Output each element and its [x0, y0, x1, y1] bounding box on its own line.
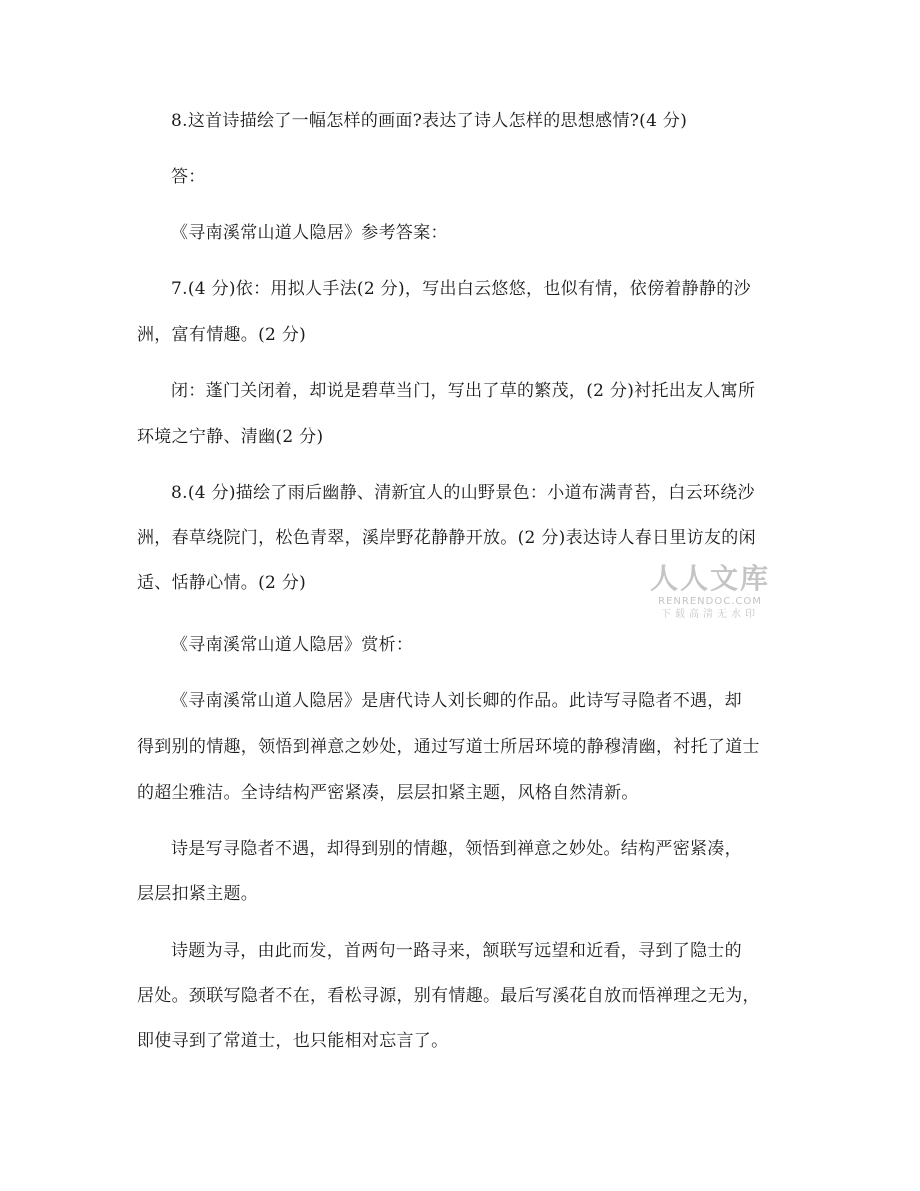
appreciation-paragraph-3 [137, 926, 787, 976]
answer-7-bi-line-2: 环境之宁静、清幽(2 分) [137, 427, 324, 447]
paragraph-3-line-3: 即使寻到了常道士，也只能相对忘言了。 [137, 1031, 449, 1051]
answer-7-bi-continued [137, 412, 787, 462]
appreciation-paragraph-2-cont [137, 869, 787, 919]
reference-answer-heading [171, 208, 821, 258]
answer-8-line-1: 8.(4 分)描绘了雨后幽静、清新宜人的山野景色：小道布满青苔，白云环绕沙 [171, 483, 755, 503]
watermark-subtitle: 下载高清无水印 [661, 609, 759, 620]
appreciation-heading-text: 《寻南溪常山道人隐居》赏析： [171, 635, 414, 655]
watermark-logo [645, 562, 775, 622]
paragraph-2-line-1: 诗是写寻隐者不遇，却得到别的情趣，领悟到禅意之妙处。结构严密紧凑， [171, 839, 742, 859]
answer-8-line-2: 洲，春草绕院门，松色青翠，溪岸野花静静开放。(2 分)表达诗人春日里访友的闲 [137, 528, 756, 548]
question-8-text: 8.这首诗描绘了一幅怎样的画面?表达了诗人怎样的思想感情?(4 分) [171, 111, 688, 131]
answer-label-text: 答： [171, 167, 206, 187]
appreciation-paragraph-3-cont-2 [137, 1016, 787, 1066]
watermark-domain: RENRENDOC.COM [658, 596, 762, 607]
appreciation-paragraph-2 [137, 824, 787, 874]
appreciation-paragraph-1 [137, 676, 787, 726]
paragraph-3-line-2: 居处。颈联写隐者不在，看松寻源，别有情趣。最后写溪花自放而悟禅理之无为， [137, 986, 760, 1006]
reference-answer-heading-text: 《寻南溪常山道人隐居》参考答案： [171, 223, 448, 243]
answer-label [171, 152, 821, 202]
appreciation-paragraph-1-cont-1 [137, 722, 787, 772]
appreciation-paragraph-3-cont-1 [137, 971, 787, 1021]
appreciation-paragraph-1-cont-2 [137, 768, 787, 818]
answer-7 [137, 264, 787, 314]
watermark-title: 人人文库 [649, 562, 770, 595]
paragraph-1-line-3: 的超尘雅洁。全诗结构严密紧凑，层层扣紧主题，风格自然清新。 [137, 783, 639, 803]
paragraph-1-line-1: 《寻南溪常山道人隐居》是唐代诗人刘长卿的作品。此诗写寻隐者不遇，却 [171, 691, 742, 711]
answer-7-bi [137, 366, 787, 416]
appreciation-heading [171, 620, 821, 670]
question-8 [171, 96, 821, 146]
answer-7-continued [137, 310, 787, 360]
answer-8 [137, 468, 787, 518]
answer-7-bi-line-1: 闭：蓬门关闭着，却说是碧草当门，写出了草的繁茂，(2 分)衬托出友人寓所 [171, 381, 756, 401]
paragraph-1-line-2: 得到别的情趣，领悟到禅意之妙处，通过写道士所居环境的静穆清幽，衬托了道士 [137, 737, 760, 757]
paragraph-3-line-1: 诗题为寻，由此而发，首两句一路寻来，颔联写远望和近看，寻到了隐士的 [171, 941, 742, 961]
answer-7-line-1: 7.(4 分)依：用拟人手法(2 分)，写出白云悠悠，也似有情，依傍着静静的沙 [171, 279, 751, 299]
answer-7-line-2: 洲，富有情趣。(2 分) [137, 325, 307, 345]
answer-8-line-3: 适、恬静心情。(2 分) [137, 573, 307, 593]
paragraph-2-line-2: 层层扣紧主题。 [137, 884, 259, 904]
answer-8-continued-1 [137, 513, 787, 563]
